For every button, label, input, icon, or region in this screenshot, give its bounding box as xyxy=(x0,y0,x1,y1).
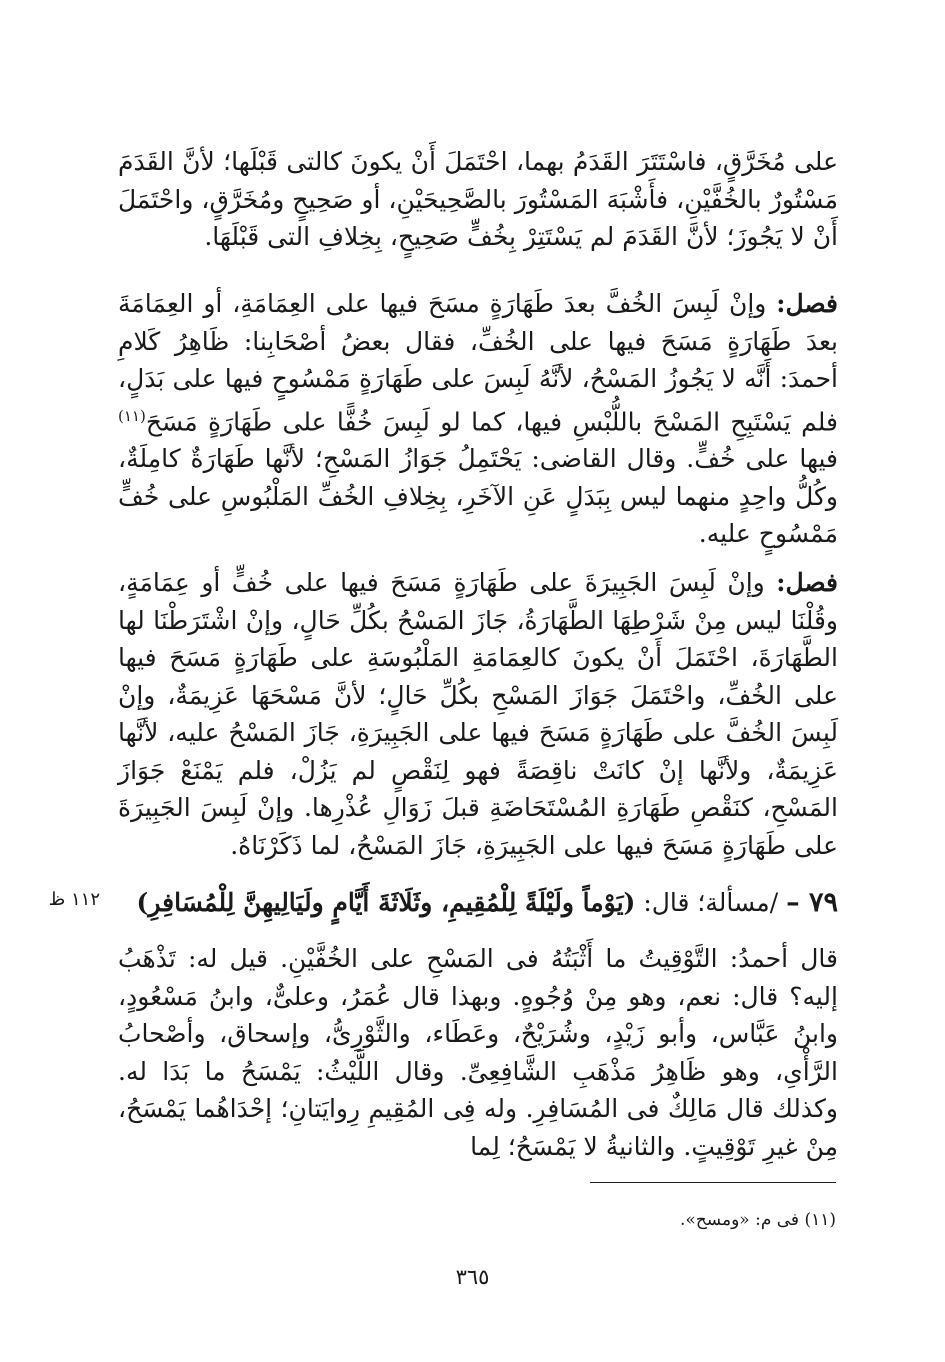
margin-note: ١١٢ ظ xyxy=(48,889,100,910)
paragraph-text: على مُخَرَّقٍ، فاسْتَتَرَ القَدَمُ بهما، احْتَمَلَ أَنْ يكونَ كالتى قَبْلَها؛ لأنَّ القَدَمَ مَسْتُورٌ بالخُفَّيْنِ، فأَشْبَهَ المَسْتُورَ بالصَّحِيحَيْنِ، أو صَحِيحٍ ومُخَرَّقٍ، واحْتَمَلَ أَنْ لا يَجُوزَ؛ لأنَّ القَدَمَ لم يَسْتَتِرْ بِخُفٍّ صَحِيحٍ، بِخِلافِ التى قَبْلَهَا. xyxy=(118,147,838,251)
page-number: ٣٦٥ xyxy=(455,1265,490,1289)
paragraph-text: فيها على خُفٍّ. وقال القاضى: يَحْتَمِلُ جَوَازُ المَسْحِ؛ لأنَّها طَهَارَةٌ كامِلَةٌ، وكُلُّ واحِدٍ منهما ليس بِبَدَلٍ عَنِ الآخَرِ، بِخِلافِ الخُفِّ المَلْبُوسِ على خُفٍّ مَمْسُوحٍ عليه. xyxy=(118,444,838,549)
paragraph-fasl-2 xyxy=(118,564,838,870)
paragraph-text: قال أحمدُ: التَّوْقِيتُ ما أَثْبَتُهُ فى المَسْحِ على الخُفَّيْنِ. قيل له: تَذْهَبُ إليه؟ قال: نعم، وهو مِنْ وُجُوهٍ. وبهذا قال عُمَرُ، وعلىٌّ، وابنُ مَسْعُودٍ، وابنُ عَبَّاس، وأبو زَيْدٍ، وشُرَيْحٌ، وعَطَاء، والثَّوْرِىُّ، وإسحاق، وأصْحابُ الرَّأْىِ، وهو ظَاهِرُ مَذْهَبِ الشَّافِعِىِّ. وقال اللَّيْثُ: يَمْسَحُ ما بَدَا له. وكذلك قال مَالِكٌ فى المُسَافِرِ. وله فِى المُقِيمِ رِوايَتانِ؛ إحْدَاهُما يَمْسَحُ، مِنْ غيرِ تَوْقِيتٍ. والثانيةُ لا يَمْسَحُ؛ لِما xyxy=(118,944,838,1161)
paragraph-fasl-1 xyxy=(118,285,838,559)
masala-intro: /مسألة؛ قال: xyxy=(643,888,779,917)
section-label: فصل: xyxy=(776,289,839,318)
paragraph-masala-body xyxy=(118,940,838,1171)
footnote: (١١) فى م: «ومسح». xyxy=(680,1210,836,1230)
paragraph-continuation xyxy=(118,143,838,262)
footnote-marker: (١١) xyxy=(118,406,146,425)
paragraph-text: وإنْ لَبِسَ الخُفَّ بعدَ طَهَارَةٍ مسَحَ فيها على العِمَامَةِ، أو العِمَامَةَ بعدَ طَهَارَةٍ مَسَحَ فيها على الخُفِّ، فقال بعضُ أصْحَابِنا: ظَاهِرُ كَلامِ أحمدَ: أَنَّه لا يَجُوزُ المَسْحُ، لأنَّهُ لَبِسَ على طَهَارَةٍ مَمْسُوحٍ فيها على بَدَلٍ، فلم يَسْتَبِحِ المَسْحَ باللُّبْسِ فيها، كما لو لَبِسَ خُفًّا على طَهَارَةٍ مَسَحَ xyxy=(118,289,838,436)
masala-number: ٧٩ – xyxy=(786,887,838,918)
footnote-divider xyxy=(590,1182,836,1183)
masala-quote: (يَوْماً ولَيْلَةً لِلْمُقِيمِ، وثَلَاثَةَ أَيَّامٍ ولَيَالِيهِنَّ لِلْمُسَافِرِ) xyxy=(136,888,636,917)
masala-heading xyxy=(118,884,838,921)
section-label: فصل: xyxy=(776,568,839,597)
paragraph-text: وإنْ لَبِسَ الجَبِيرَةَ على طَهَارَةٍ مَسَحَ فيها على خُفٍّ أو عِمَامَةٍ، وقُلْنَا ليس مِنْ شَرْطِهَا الطَّهَارَةُ، جَازَ المَسْحُ بكُلِّ حَالٍ، وإنْ اشْتَرَطْنَا لها الطَّهَارَةَ، احْتَمَلَ أَنْ يكونَ كالعِمَامَةِ المَلْبُوسَةِ على طَهَارَةٍ مَسَحَ فيها على الخُفِّ، واحْتَمَلَ جَوَازَ المَسْحِ بكُلِّ حَالٍ؛ لأنَّ مَسْحَهَا عَزِيمَةٌ، وإنْ لَبِسَ الخُفَّ على طَهَارَةٍ مَسَحَ فيها على الجَبِيرَةِ، جَازَ المَسْحُ عليه، لأنَّها عَزِيمَةٌ، ولأنَّها إنْ كانَتْ ناقِصَةً فهو لِنَقْصٍ لم يَزُلْ، فلم يَمْنَعْ جَوَازَ المَسْحِ، كنَقْصِ طَهَارَةِ المُسْتَحَاضَةِ قبلَ زَوَالِ عُذْرِها. وإنْ لَبِسَ الجَبِيرَةَ على طَهَارَةٍ مَسَحَ فيها على الجَبِيرَةِ، جَازَ المَسْحُ، لما ذَكَرْنَاهُ. xyxy=(118,568,838,860)
